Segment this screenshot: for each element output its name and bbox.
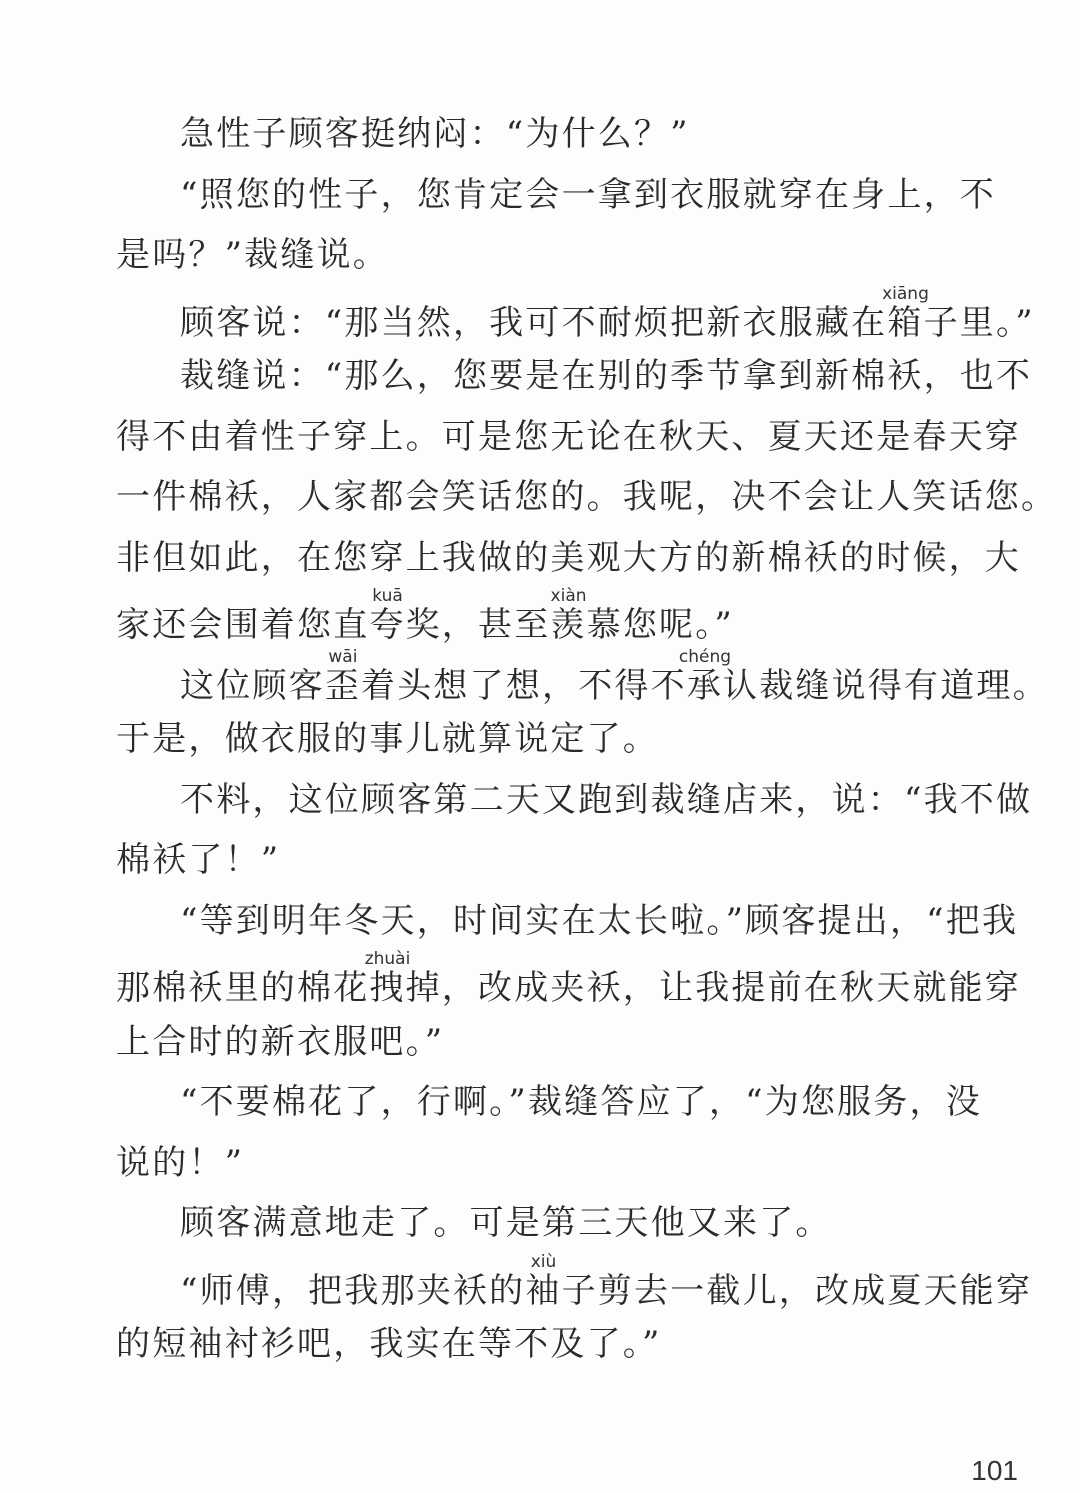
pinyin-annotated-char [364,949,411,1008]
annotated-character: 歪 [324,665,362,706]
page-number: 101 [971,1455,1018,1486]
text-line [116,407,1021,468]
annotated-character: 袖 [525,1270,562,1311]
annotated-character: 羡 [550,605,587,645]
pinyin-annotated-char [369,586,406,645]
text-line [116,346,1033,407]
text-line [116,709,996,770]
pinyin-annotation: xiāng [882,283,929,304]
text-segment: 得不由着性子穿上。可是您无论在秋天、夏天还是春天穿 [116,416,1021,457]
pinyin-annotated-char [882,283,929,343]
text-line [116,1251,1033,1315]
text-segment: 顾客说：“那当然，我可不耐烦把新衣服藏在 [180,302,888,343]
text-segment: 奖，甚至 [405,605,551,645]
pinyin-annotated-char [550,586,587,645]
text-segment: 子剪去一截儿，改成夏天能穿 [561,1270,1033,1311]
pinyin-annotation: zhuài [364,949,411,969]
text-line [116,830,996,891]
paragraph [116,1072,996,1193]
text-segment: 急性子顾客挺纳闷：“为什么？” [180,114,690,154]
text-line [116,283,1035,347]
paragraph [116,104,996,165]
paragraph [116,165,996,286]
paragraph [116,346,1058,649]
text-line [116,104,996,165]
text-line [116,1012,996,1073]
text-segment: 非但如此，在您穿上我做的美观大方的新棉袄的时候，大 [116,537,1021,578]
pinyin-annotation: xiù [525,1251,562,1272]
text-line [116,588,996,649]
text-segment: 慕您呢。” [586,605,735,645]
story-text [116,104,1058,1375]
text-segment: 是吗？”裁缝说。 [116,235,389,275]
paragraph [116,770,1033,891]
text-segment: 掉，改成夹袄，让我提前在秋天就能穿 [405,968,1022,1008]
pinyin-annotated-char [324,646,362,706]
text-segment: 这位顾客 [180,665,325,706]
text-segment: 的短袖衬衫吧，我实在等不及了。” [116,1324,662,1364]
text-line [116,1314,996,1375]
text-line [116,165,996,226]
text-line [116,225,996,286]
text-segment: 着头想了想，不得不 [361,665,687,706]
annotated-character: 承 [678,665,731,706]
text-line [116,949,1022,1012]
text-segment: 于是，做衣服的事儿就算说定了。 [116,719,659,759]
text-segment: 那棉袄里的棉花 [116,968,370,1008]
text-segment: 顾客满意地走了。可是第三天他又来了。 [180,1203,832,1243]
paragraph [116,1193,996,1254]
annotated-character: 夸 [369,605,406,645]
pinyin-annotated-char [678,646,732,706]
pinyin-annotation: xiàn [550,586,587,606]
text-line [116,1133,996,1194]
paragraph [116,646,1049,770]
text-line [116,528,1021,589]
text-line [116,891,1019,952]
paragraph [116,1251,1033,1375]
text-segment: “不要棉花了，行啊。”裁缝答应了，“为您服务，没 [180,1082,982,1122]
text-segment: 家还会围着您直 [116,605,370,645]
pinyin-annotation: chéng [678,646,732,667]
text-line [116,646,1049,710]
text-line [116,467,1058,528]
pinyin-annotated-char [525,1251,562,1311]
pinyin-annotation: wāi [324,646,362,667]
text-segment: 说的！” [116,1142,245,1183]
text-segment: 认裁缝说得有道理。 [723,665,1049,706]
paragraph [116,891,1022,1073]
pinyin-annotation: kuā [369,586,406,606]
text-segment: 裁缝说：“那么，您要是在别的季节拿到新棉袄，也不 [180,356,1033,396]
text-segment: 上合时的新衣服吧。” [116,1021,445,1062]
text-line [116,1072,996,1133]
text-segment: 一件棉袄，人家都会笑话您的。我呢，决不会让人笑话您。 [116,477,1058,517]
text-segment: 子里。” [923,302,1035,343]
annotated-character: 拽 [364,968,411,1008]
annotated-character: 箱 [882,302,929,343]
text-segment: “师傅，把我那夹袄的 [180,1270,526,1311]
text-segment: 不料，这位顾客第二天又跑到裁缝店来，说：“我不做 [180,779,1033,820]
text-segment: “等到明年冬天，时间实在太长啦。”顾客提出，“把我 [180,900,1019,941]
text-segment: 棉袄了！” [116,840,281,880]
text-line [116,770,1033,831]
text-line [116,1193,996,1254]
paragraph [116,283,1035,347]
text-segment: “照您的性子，您肯定会一拿到衣服就穿在身上，不 [180,174,996,215]
